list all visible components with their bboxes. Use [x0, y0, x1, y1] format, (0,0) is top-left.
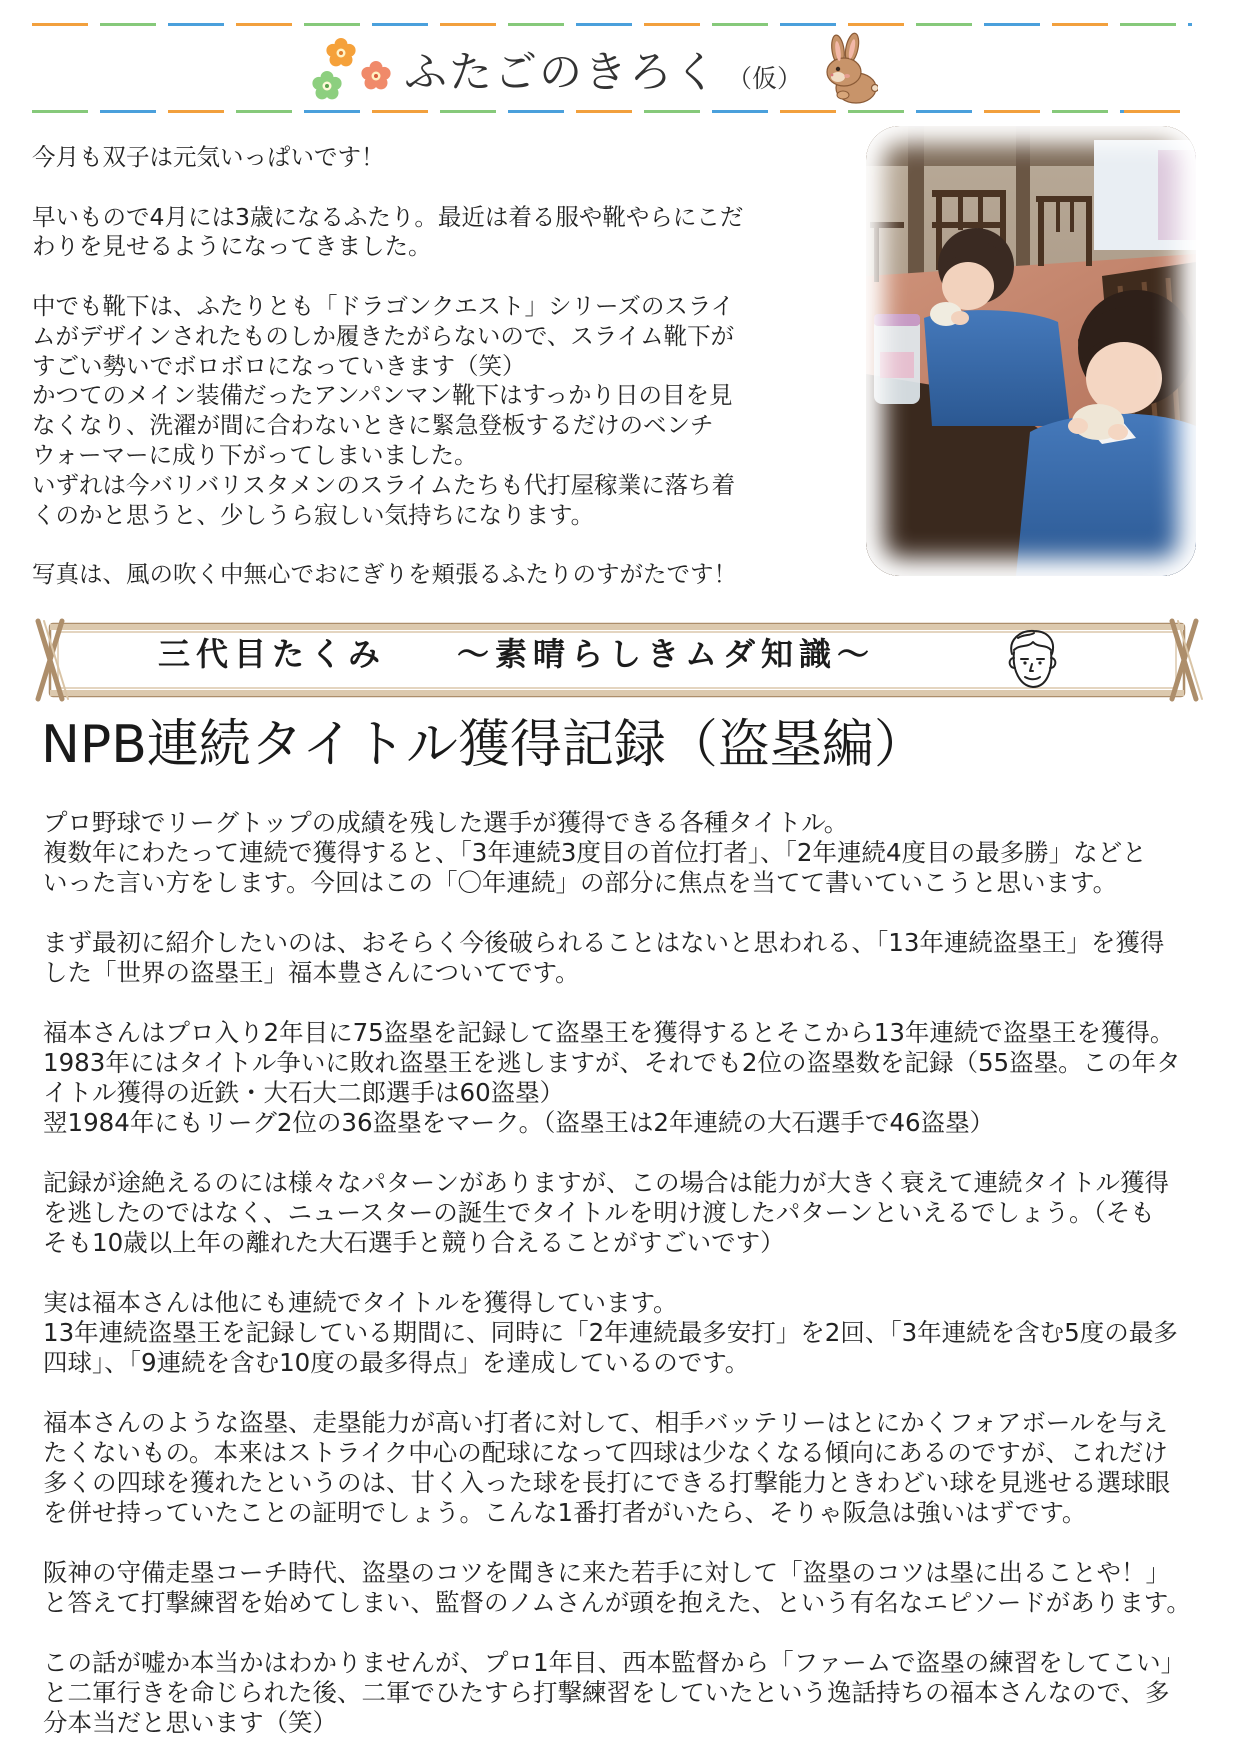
paragraph [32, 143, 858, 173]
text-line: と二軍行きを命じられた後、二軍でひたすら打撃練習をしていたという逸話持ちの福本さんなので、多 [43, 1678, 1170, 1707]
text-line: 四球」、「9連続を含む10度の最多得点」を達成しているのです。 [43, 1348, 750, 1377]
text-line: いった言い方をします。今回はこの「〇年連続」の部分に焦点を当てて書いていこうと思います。 [43, 868, 1118, 897]
page-title-text: ふたごのきろく [404, 48, 719, 98]
paragraph [43, 1018, 1218, 1138]
text-line: 中でも靴下は、ふたりとも「ドラゴンクエスト」シリーズのスライ [32, 291, 735, 320]
text-line: 今月も双子は元気いっぱいです！ [32, 143, 385, 171]
text-line: わりを見せるようになってきました。 [32, 232, 432, 261]
page-title [404, 44, 802, 102]
paragraph [32, 292, 858, 530]
paragraph [32, 560, 858, 590]
paragraph [43, 928, 1218, 988]
twins-photo [866, 126, 1196, 576]
text-line: した「世界の盗塁王」福本豊さんについてです。 [43, 958, 580, 987]
flower-icon [305, 34, 397, 108]
title-suffix: （仮） [727, 64, 803, 93]
text-line: すごい勢いでボロボロになっていきます（笑） [32, 351, 526, 380]
text-line: 13年連続盗塁王を記録している期間に、同時に「2年連続最多安打」を2回、「3年連続を含む5度の最多 [43, 1318, 1178, 1347]
article-heading: NPB連続タイトル獲得記録（盗塁編） [41, 715, 926, 775]
text-line: 記録が途絶えるのには様々なパターンがありますが、この場合は能力が大きく衰えて連続タイトル獲得 [43, 1168, 1170, 1197]
face-doodle-icon [1000, 626, 1064, 692]
text-line: 複数年にわたって連続で獲得すると、「3年連続3度目の首位打者」、「2年連続4度目の最多勝」などと [43, 838, 1147, 867]
text-line: を併せ持っていたことの証明でしょう。こんな1番打者がいたら、そりゃ阪急は強いはずです。 [43, 1498, 1087, 1527]
paragraph [43, 1558, 1218, 1618]
paragraph [43, 1168, 1218, 1258]
photo-vignette [866, 126, 1196, 576]
rabbit-icon [816, 32, 878, 106]
text-line: 写真は、風の吹く中無心でおにぎりを頬張るふたりのすがたです！ [32, 560, 737, 589]
text-line: この話が嘘か本当かはわかりませんが、プロ1年目、西本監督から「ファームで盗塁の練習をしてこい」 [43, 1648, 1186, 1677]
text-line: そも10歳以上年の離れた大石選手と競り合えることがすごいです） [43, 1228, 785, 1257]
header-top-divider [32, 23, 1192, 26]
text-line: 実は福本さんは他にも連続でタイトルを獲得しています。 [43, 1288, 678, 1317]
text-line: くのかと思うと、少しうら寂しい気持ちになります。 [32, 500, 595, 529]
text-line: 多くの四球を獲れたというのは、甘く入った球を長打にできる打撃能力ときわどい球を見逃せる選球眼 [43, 1468, 1170, 1497]
text-line: 福本さんはプロ入り2年目に75盗塁を記録して盗塁王を獲得するとそこから13年連続で盗塁王を獲得。 [43, 1018, 1175, 1047]
text-line: ムがデザインされたものしか履きたがらないので、スライム靴下が [32, 321, 735, 350]
paragraph [43, 1288, 1218, 1378]
text-line: かつてのメイン装備だったアンパンマン靴下はすっかり日の目を見 [32, 381, 733, 410]
column-banner [32, 618, 1213, 702]
text-line: 分本当だと思います（笑） [43, 1708, 337, 1737]
text-line: まず最初に紹介したいのは、おそらく今後破られることはないと思われる、「13年連続盗塁王」を獲得 [43, 928, 1165, 957]
text-line: いずれは今バリバリスタメンのスライムたちも代打屋稼業に落ち着 [32, 470, 736, 499]
text-line: イトル獲得の近鉄・大石大二郎選手は60盗塁） [43, 1078, 565, 1107]
text-line: たくないもの。本来はストライク中心の配球になって四球は少なくなる傾向にあるのですが、これだけ [43, 1438, 1168, 1467]
paragraph [43, 808, 1218, 898]
paragraph [43, 1408, 1218, 1528]
text-line: 福本さんのような盗塁、走塁能力が高い打者に対して、相手バッテリーはとにかくフォアボールを与え [43, 1408, 1168, 1437]
text-line: プロ野球でリーグトップの成績を残した選手が獲得できる各種タイトル。 [43, 808, 849, 837]
banner-subtitle: ～素晴らしきムダ知識～ [457, 635, 876, 673]
text-line: 1983年にはタイトル争いに敗れ盗塁王を逃しますが、それでも2位の盗塁数を記録（55盗塁。この年タ [43, 1048, 1181, 1077]
text-line: を逃したのではなく、ニュースターの誕生でタイトルを明け渡したパターンといえるでしょう。（そも [43, 1198, 1155, 1227]
header-bottom-divider [32, 110, 1192, 113]
text-line: ウォーマーに成り下がってしまいました。 [32, 440, 478, 469]
text-line: 翌1984年にもリーグ2位の36盗塁をマーク。（盗塁王は2年連続の大石選手で46盗塁） [43, 1108, 995, 1137]
twins-article [32, 143, 858, 590]
paragraph [43, 1648, 1218, 1738]
text-line: なくなり、洗濯が間に合わないときに緊急登板するだけのベンチ [32, 411, 714, 440]
text-line: と答えて打撃練習を始めてしまい、監督のノムさんが頭を抱えた、という有名なエピソードがあります。 [43, 1588, 1191, 1617]
banner-author: 三代目たくみ [158, 635, 387, 673]
column-article [43, 808, 1218, 1738]
text-line: 早いもので4月には3歳になるふたり。最近は着る服や靴やらにこだ [32, 202, 744, 231]
text-line: 阪神の守備走塁コーチ時代、盗塁のコツを聞きに来た若手に対して「盗塁のコツは塁に出ることや！」 [43, 1558, 1170, 1587]
paragraph [32, 203, 858, 263]
